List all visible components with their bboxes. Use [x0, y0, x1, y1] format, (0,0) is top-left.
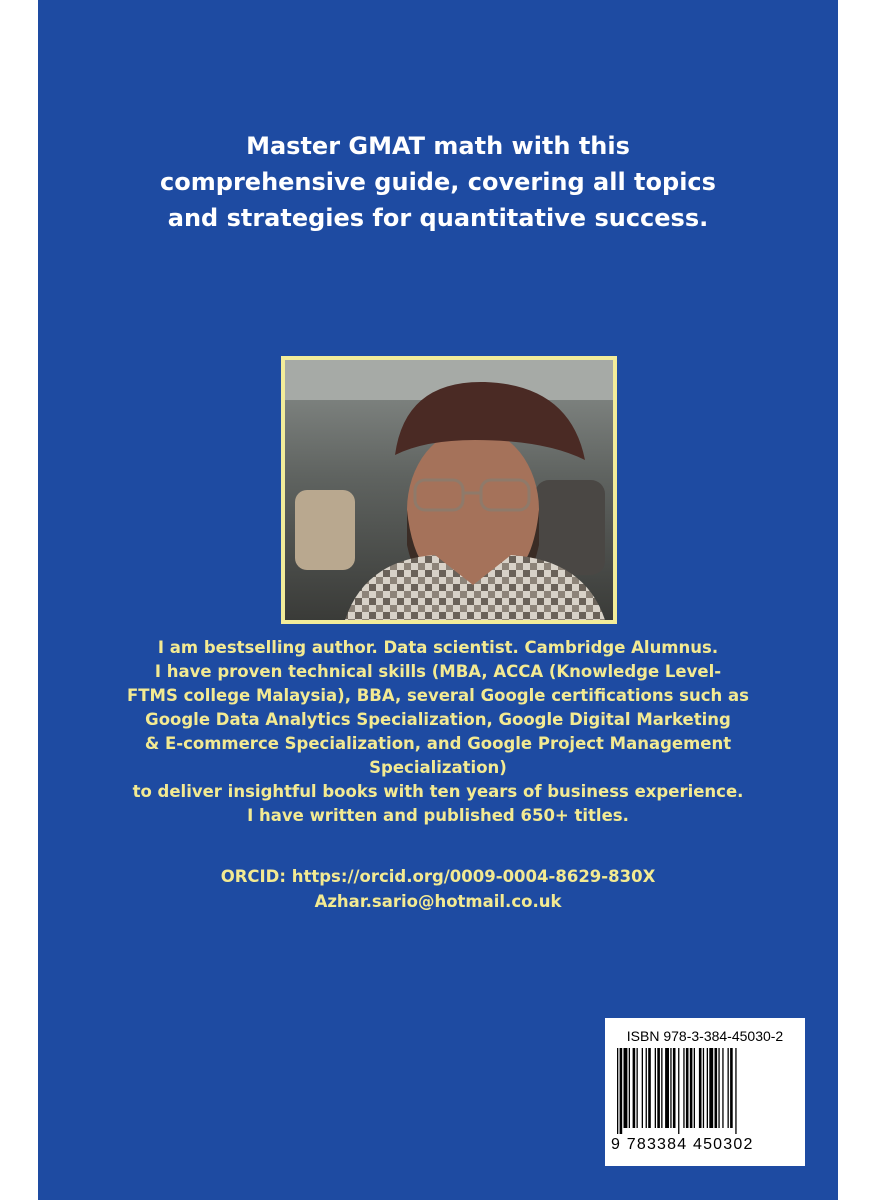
bio-line: I am bestselling author. Data scientist. Cambridge Alumnus.: [157, 638, 719, 657]
barcode-bar: [629, 1048, 630, 1128]
author-bio: [38, 636, 838, 828]
barcode-bars: [613, 1048, 797, 1134]
isbn-barcode: [605, 1018, 805, 1166]
barcode-bar: [624, 1048, 628, 1128]
barcode-bar: [620, 1048, 623, 1134]
barcode-bar: [735, 1048, 736, 1134]
bio-line: to deliver insightful books with ten years of business experience.: [132, 782, 744, 801]
barcode-bar: [673, 1048, 676, 1128]
barcode-bar: [617, 1048, 618, 1134]
bio-line: I have proven technical skills (MBA, ACCA (Knowledge Level-: [154, 662, 722, 681]
email-link[interactable]: Azhar.sario@hotmail.co.uk: [314, 892, 562, 911]
barcode-bar: [699, 1048, 702, 1128]
tagline-line: Master GMAT math with this: [246, 132, 630, 160]
barcode-bar: [637, 1048, 638, 1128]
barcode-bar: [661, 1048, 662, 1128]
barcode-bar: [657, 1048, 660, 1128]
tagline: [38, 128, 838, 236]
bio-line: Specialization): [369, 758, 507, 777]
barcode-bar: [728, 1048, 729, 1128]
orcid-link[interactable]: ORCID: https://orcid.org/0009-0004-8629-830X: [220, 867, 656, 886]
bio-line: I have written and published 650+ titles.: [247, 806, 629, 825]
barcode-bar: [715, 1048, 718, 1128]
bio-line: Google Data Analytics Specialization, Google Digital Marketing: [145, 710, 731, 729]
barcode-bar: [670, 1048, 671, 1128]
barcode-bar: [722, 1048, 723, 1128]
author-photo-frame: [281, 356, 617, 624]
barcode-bar: [646, 1048, 647, 1128]
barcode-bar: [709, 1048, 713, 1128]
barcode-bar: [642, 1048, 643, 1128]
isbn-label: ISBN 978-3-384-45030-2: [626, 1028, 784, 1044]
author-photo: [285, 360, 613, 620]
barcode-bar: [707, 1048, 708, 1128]
tagline-line: comprehensive guide, covering all topics: [160, 168, 716, 196]
barcode-bar: [730, 1048, 733, 1128]
bio-line: & E-commerce Specialization, and Google Project Management: [144, 734, 732, 753]
barcode-bar: [703, 1048, 704, 1128]
barcode-bar: [633, 1048, 636, 1128]
book-back-cover: [38, 0, 838, 1200]
barcode-bar: [686, 1048, 689, 1128]
barcode-bar: [655, 1048, 656, 1128]
author-contact: [38, 864, 838, 914]
barcode-bar: [648, 1048, 651, 1128]
barcode-bar: [694, 1048, 695, 1128]
bio-line: FTMS college Malaysia), BBA, several Google certifications such as: [127, 686, 749, 705]
tagline-line: and strategies for quantitative success.: [167, 204, 709, 232]
barcode-bar: [718, 1048, 719, 1128]
barcode-bar: [683, 1048, 684, 1128]
barcode-bar: [665, 1048, 669, 1128]
barcode-digits: 9 783384 450302: [611, 1136, 754, 1153]
barcode-bar: [678, 1048, 679, 1134]
barcode-bar: [690, 1048, 693, 1128]
